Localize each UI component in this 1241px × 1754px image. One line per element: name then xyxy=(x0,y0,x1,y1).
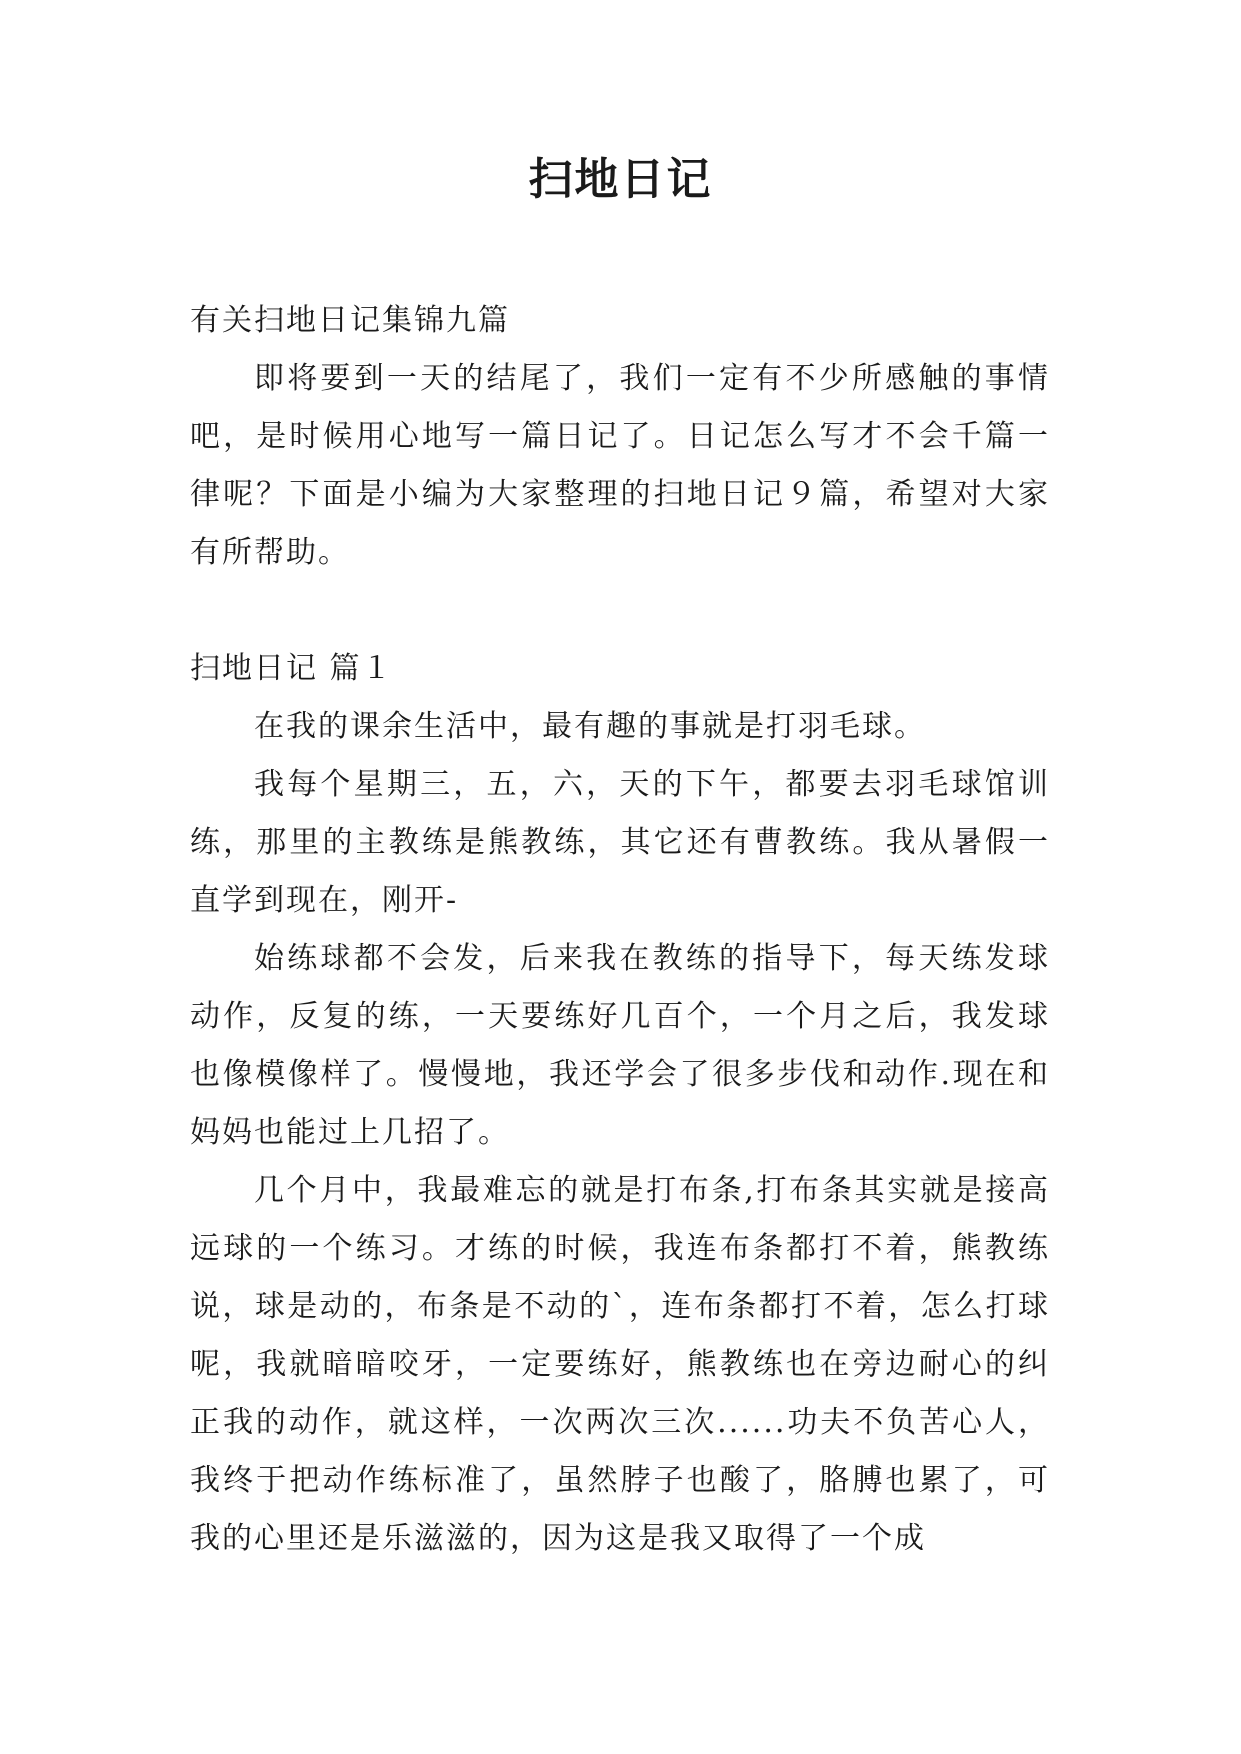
paragraph: 几个月中，我最难忘的就是打布条,打布条其实就是接高远球的一个练习。才练的时候，我连布条都打不着，熊教练说，球是动的，布条是不动的`，连布条都打不着，怎么打球呢，我就暗暗咬牙，一定要练好，熊教练也在旁边耐心的纠正我的动作，就这样，一次两次三次......功夫不负苦心人，我终于把动作练标准了，虽然脖子也酸了，胳膊也累了，可我的心里还是乐滋滋的，因为这是我又取得了一个成 xyxy=(190,1173,1050,1556)
document-title: 扫地日记 xyxy=(528,154,713,205)
section-block xyxy=(190,640,1050,1568)
intro-block xyxy=(190,292,1050,582)
paragraph: 始练球都不会发，后来我在教练的指导下，每天练发球动作，反复的练，一天要练好几百个，一个月之后，我发球也像模像样了。慢慢地，我还学会了很多步伐和动作.现在和妈妈也能过上几招了。 xyxy=(190,941,1050,1150)
intro-paragraph: 即将要到一天的结尾了，我们一定有不少所感触的事情吧，是时候用心地写一篇日记了。日记怎么写才不会千篇一律呢？下面是小编为大家整理的扫地日记９篇，希望对大家有所帮助。 xyxy=(190,361,1050,570)
paragraph: 我每个星期三，五，六，天的下午，都要去羽毛球馆训练，那里的主教练是熊教练，其它还有曹教练。我从暑假一直学到现在，刚开- xyxy=(190,767,1050,918)
section-heading: 扫地日记 篇１ xyxy=(190,651,394,686)
paragraph: 在我的课余生活中，最有趣的事就是打羽毛球。 xyxy=(254,709,926,744)
intro-heading: 有关扫地日记集锦九篇 xyxy=(190,303,510,338)
